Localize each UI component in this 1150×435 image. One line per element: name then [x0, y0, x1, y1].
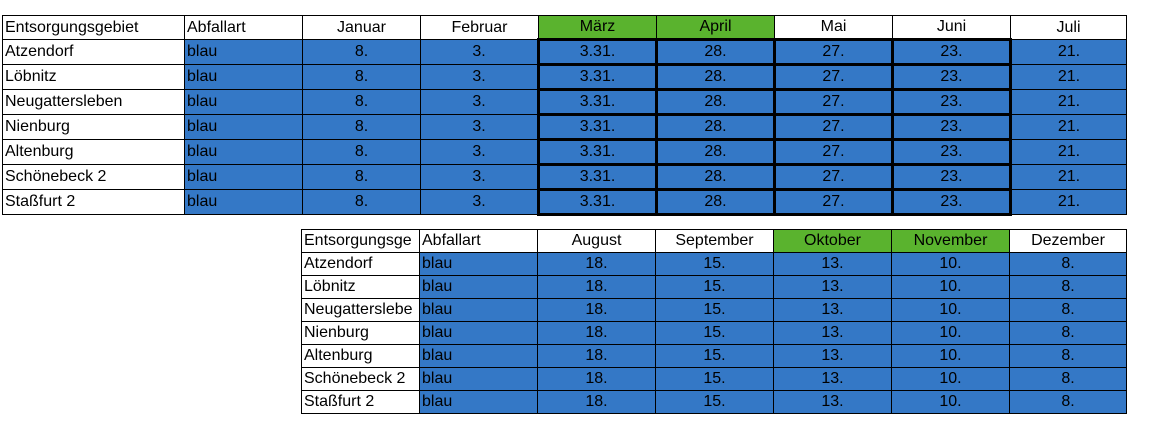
area-name: Schönebeck 2: [302, 368, 420, 391]
date-cell: 8.: [303, 90, 421, 115]
waste-type: blau: [420, 345, 538, 368]
date-cell: 18.: [538, 368, 656, 391]
date-cell: 3.: [421, 115, 539, 140]
date-cell: 27.: [775, 90, 893, 115]
area-name: Schönebeck 2: [3, 165, 185, 190]
date-cell: 18.: [538, 299, 656, 322]
date-cell: 18.: [538, 253, 656, 276]
header-month-juni: Juni: [893, 16, 1011, 40]
date-cell: 8.: [303, 190, 421, 215]
date-cell: 28.: [657, 90, 775, 115]
date-cell: 10.: [892, 322, 1010, 345]
date-cell: 13.: [774, 391, 892, 414]
table-row: [302, 322, 1127, 345]
header-month-maerz: März: [539, 16, 657, 40]
date-cell: 3.31.: [539, 65, 657, 90]
date-cell: 13.: [774, 299, 892, 322]
header-month-juli: Juli: [1011, 16, 1127, 40]
date-cell: 3.: [421, 165, 539, 190]
date-cell: 8.: [303, 65, 421, 90]
header-waste-type: Abfallart: [185, 16, 303, 40]
date-cell: 27.: [775, 190, 893, 215]
date-cell: 3.: [421, 140, 539, 165]
date-cell: 15.: [656, 253, 774, 276]
date-cell: 23.: [893, 65, 1011, 90]
date-cell: 10.: [892, 391, 1010, 414]
date-cell: 21.: [1011, 115, 1127, 140]
date-cell: 8.: [303, 115, 421, 140]
header-row: [302, 230, 1127, 253]
date-cell: 8.: [1010, 253, 1127, 276]
area-name: Staßfurt 2: [302, 391, 420, 414]
header-area: Entsorgungsge: [302, 230, 420, 253]
date-cell: 13.: [774, 322, 892, 345]
date-cell: 23.: [893, 40, 1011, 65]
date-cell: 15.: [656, 299, 774, 322]
date-cell: 23.: [893, 90, 1011, 115]
area-name: Neugatterslebe: [302, 299, 420, 322]
date-cell: 15.: [656, 345, 774, 368]
header-month-september: September: [656, 230, 774, 253]
waste-type: blau: [185, 65, 303, 90]
table-row: [3, 40, 1127, 65]
waste-type: blau: [420, 322, 538, 345]
date-cell: 10.: [892, 276, 1010, 299]
header-month-februar: Februar: [421, 16, 539, 40]
date-cell: 8.: [303, 40, 421, 65]
date-cell: 15.: [656, 322, 774, 345]
date-cell: 3.: [421, 65, 539, 90]
table-row: [302, 299, 1127, 322]
date-cell: 28.: [657, 40, 775, 65]
area-name: Nienburg: [3, 115, 185, 140]
date-cell: 23.: [893, 115, 1011, 140]
area-name: Neugattersleben: [3, 90, 185, 115]
date-cell: 27.: [775, 140, 893, 165]
table-row: [3, 140, 1127, 165]
date-cell: 21.: [1011, 40, 1127, 65]
area-name: Staßfurt 2: [3, 190, 185, 215]
area-name: Löbnitz: [3, 65, 185, 90]
waste-type: blau: [185, 40, 303, 65]
header-month-januar: Januar: [303, 16, 421, 40]
date-cell: 3.31.: [539, 90, 657, 115]
date-cell: 10.: [892, 253, 1010, 276]
waste-type: blau: [420, 391, 538, 414]
date-cell: 3.: [421, 90, 539, 115]
date-cell: 23.: [893, 140, 1011, 165]
date-cell: 8.: [1010, 368, 1127, 391]
header-month-mai: Mai: [775, 16, 893, 40]
waste-type: blau: [420, 368, 538, 391]
date-cell: 3.31.: [539, 115, 657, 140]
waste-type: blau: [185, 190, 303, 215]
date-cell: 15.: [656, 276, 774, 299]
date-cell: 3.31.: [539, 165, 657, 190]
area-name: Löbnitz: [302, 276, 420, 299]
date-cell: 28.: [657, 115, 775, 140]
date-cell: 27.: [775, 115, 893, 140]
date-cell: 21.: [1011, 140, 1127, 165]
date-cell: 28.: [657, 190, 775, 215]
date-cell: 13.: [774, 368, 892, 391]
table-row: [3, 115, 1127, 140]
waste-type: blau: [185, 90, 303, 115]
date-cell: 28.: [657, 65, 775, 90]
date-cell: 3.: [421, 190, 539, 215]
date-cell: 8.: [303, 140, 421, 165]
waste-type: blau: [185, 165, 303, 190]
date-cell: 8.: [1010, 391, 1127, 414]
date-cell: 27.: [775, 165, 893, 190]
date-cell: 13.: [774, 253, 892, 276]
table-row: [302, 345, 1127, 368]
header-month-april: April: [657, 16, 775, 40]
header-month-august: August: [538, 230, 656, 253]
date-cell: 3.31.: [539, 140, 657, 165]
table-row: [3, 190, 1127, 215]
waste-type: blau: [185, 115, 303, 140]
header-area: Entsorgungsgebiet: [3, 16, 185, 40]
date-cell: 18.: [538, 345, 656, 368]
date-cell: 10.: [892, 299, 1010, 322]
date-cell: 23.: [893, 190, 1011, 215]
schedule-table-top: [2, 15, 1127, 216]
date-cell: 3.31.: [539, 40, 657, 65]
date-cell: 8.: [1010, 276, 1127, 299]
table-row: [3, 90, 1127, 115]
date-cell: 13.: [774, 345, 892, 368]
table-row: [302, 276, 1127, 299]
waste-type: blau: [185, 140, 303, 165]
date-cell: 18.: [538, 276, 656, 299]
date-cell: 28.: [657, 140, 775, 165]
date-cell: 8.: [303, 165, 421, 190]
area-name: Atzendorf: [302, 253, 420, 276]
table-row: [302, 253, 1127, 276]
header-month-oktober: Oktober: [774, 230, 892, 253]
date-cell: 21.: [1011, 165, 1127, 190]
date-cell: 15.: [656, 391, 774, 414]
schedule-table-bottom: [301, 229, 1127, 414]
date-cell: 27.: [775, 65, 893, 90]
date-cell: 8.: [1010, 322, 1127, 345]
area-name: Altenburg: [3, 140, 185, 165]
date-cell: 15.: [656, 368, 774, 391]
header-row: [3, 16, 1127, 40]
date-cell: 21.: [1011, 65, 1127, 90]
date-cell: 18.: [538, 391, 656, 414]
date-cell: 3.31.: [539, 190, 657, 215]
date-cell: 18.: [538, 322, 656, 345]
date-cell: 10.: [892, 368, 1010, 391]
area-name: Nienburg: [302, 322, 420, 345]
header-waste-type: Abfallart: [420, 230, 538, 253]
header-month-november: November: [892, 230, 1010, 253]
date-cell: 13.: [774, 276, 892, 299]
date-cell: 10.: [892, 345, 1010, 368]
header-month-dezember: Dezember: [1010, 230, 1127, 253]
date-cell: 21.: [1011, 90, 1127, 115]
table-row: [302, 391, 1127, 414]
date-cell: 27.: [775, 40, 893, 65]
date-cell: 28.: [657, 165, 775, 190]
waste-type: blau: [420, 253, 538, 276]
area-name: Atzendorf: [3, 40, 185, 65]
table-row: [3, 65, 1127, 90]
date-cell: 21.: [1011, 190, 1127, 215]
waste-type: blau: [420, 276, 538, 299]
date-cell: 8.: [1010, 299, 1127, 322]
date-cell: 8.: [1010, 345, 1127, 368]
date-cell: 23.: [893, 165, 1011, 190]
table-row: [302, 368, 1127, 391]
date-cell: 3.: [421, 40, 539, 65]
table-row: [3, 165, 1127, 190]
area-name: Altenburg: [302, 345, 420, 368]
waste-type: blau: [420, 299, 538, 322]
